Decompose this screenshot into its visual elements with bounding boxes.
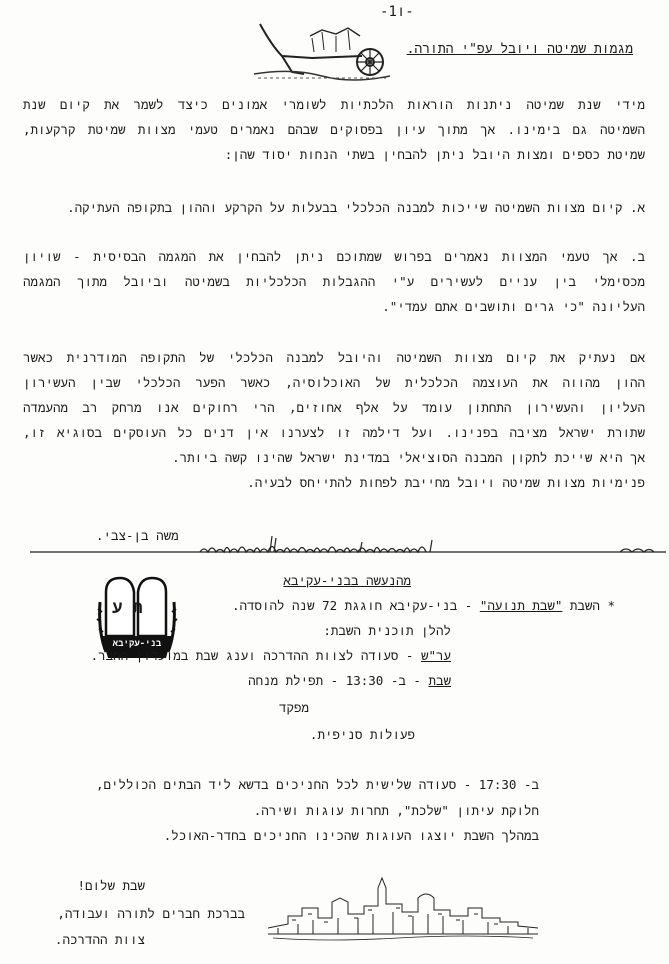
erev-label: ער"ש	[420, 648, 451, 663]
mifkad-line: מפקד	[278, 700, 309, 715]
closing-greeting: שבת שלום!	[77, 878, 145, 893]
text-line: ההון מהווה את העוצמה הכלכלית של האוכלוסיה, כאשר הפער הכלכלי שבין העשירון	[23, 375, 645, 390]
text-line: א. קיום מצוות השמיטה שייכות למבנה הכלכלי בבעלות על הקרקע וההון בתקופה העתיקה.	[67, 200, 645, 215]
intro-paragraph	[23, 92, 645, 167]
body-paragraph	[23, 345, 645, 495]
bnei-akiva-heading: מהנעשה בבני-עקיבא	[283, 573, 411, 588]
jerusalem-skyline-illustration	[268, 858, 538, 942]
text-line: אם נעתיק את קיום מצוות השמיטה והיובל למבנה הכלכלי של התקופה המודרנית כאשר	[23, 350, 645, 365]
text-line: מידי שנת שמיטה ניתנות הוראות הלכתיות לשומרי אמונים כיצד לשמר את קיום שנת	[23, 97, 645, 112]
text-line: השמיטה גם בימינו. אך מתוך עיון בפסוקים שבהם נאמרים טעמי מצוות שמיטת קרקעות,	[23, 122, 645, 137]
text-line: מכסימלי בין עניים לעשירים ע"י ההגבלות הכלכליות בשמיטה וביובל מתוך המגמה	[23, 274, 645, 289]
shabbat-label: שבת	[428, 673, 451, 688]
closing-blessing: בברכת חברים לתורה ועבודה,	[57, 906, 245, 921]
text-line: העליונה "כי גרים ותושבים אתם עמדי".	[382, 299, 645, 314]
text-line: שתורת ישראל מציבה בפנינו. ועל דילמה זו לצערנו אין דנים כל העוסקים בסוגיא זו,	[23, 425, 645, 440]
text-line: פנימיות מצוות שמיטה ויובל מחייבת לפחות להתייחס לבעיה.	[247, 475, 645, 490]
logo-letters: ת ע	[112, 598, 143, 618]
point-b	[23, 244, 645, 319]
article-title: מגמות שמיטה ויובל עפ"י התורה.	[406, 42, 633, 57]
point-a	[23, 195, 645, 220]
closing-team: צוות ההדרכה.	[54, 932, 145, 947]
seudah-line: חלוקת עיתון "שלכת", תחרות עוגות ושירה.	[253, 803, 539, 818]
erev-shabbat-line	[91, 648, 451, 664]
anniversary-line	[232, 598, 615, 614]
plough-illustration	[252, 16, 392, 82]
text-line: שמיטת כספים ומצות היובל ניתן להבחין בשתי הנחות יסוד שהן:	[224, 147, 645, 162]
seudah-line: במהלך השבת יוצגו העוגות שהכינו החניכים בחדר-האוכל.	[163, 828, 539, 843]
erev-text: - סעודה לצוות ההדרכה וענג שבת במועדון החבר.	[90, 648, 421, 663]
author-signature: משה בן-צבי.	[96, 528, 179, 543]
schedule-intro: להלן תוכנית השבת:	[323, 623, 451, 638]
grass-divider	[30, 536, 666, 558]
anniversary-text: - בני-עקיבא חוגגת 72 שנה להוסדה.	[231, 598, 480, 613]
page-number: -ו1-	[380, 4, 414, 20]
text-line: העליון והעשירון התחתון עומד על אלף אחוזים, הרי רחוקים אנו מרחק רב מהעמדה	[23, 400, 645, 415]
seudah-line: ב- 17:30 - סעודה שלישית לכל החניכים בדשא ליד הבתים הכוללים,	[95, 777, 539, 792]
text-line: ב. אך טעמי המצוות נאמרים בפרוש שמתוכם ניתן להבחין את המגמה הבסיסית - שויון	[23, 249, 645, 264]
shabbat-line	[248, 673, 451, 689]
shabbat-tnua: "שבת תנועה"	[479, 598, 563, 613]
activities-line: פעולות סניפית.	[309, 727, 415, 742]
bullet-prefix: * השבת	[562, 598, 615, 613]
text-line: אך היא שייכת לתקון המבנה הסוציאלי במדינת ישראל שהינו קשה ביותר.	[172, 450, 645, 465]
shabbat-text: - ב- 13:30 - תפילת מנחה	[248, 673, 429, 688]
logo-banner: בני-עקיבא	[112, 639, 162, 649]
